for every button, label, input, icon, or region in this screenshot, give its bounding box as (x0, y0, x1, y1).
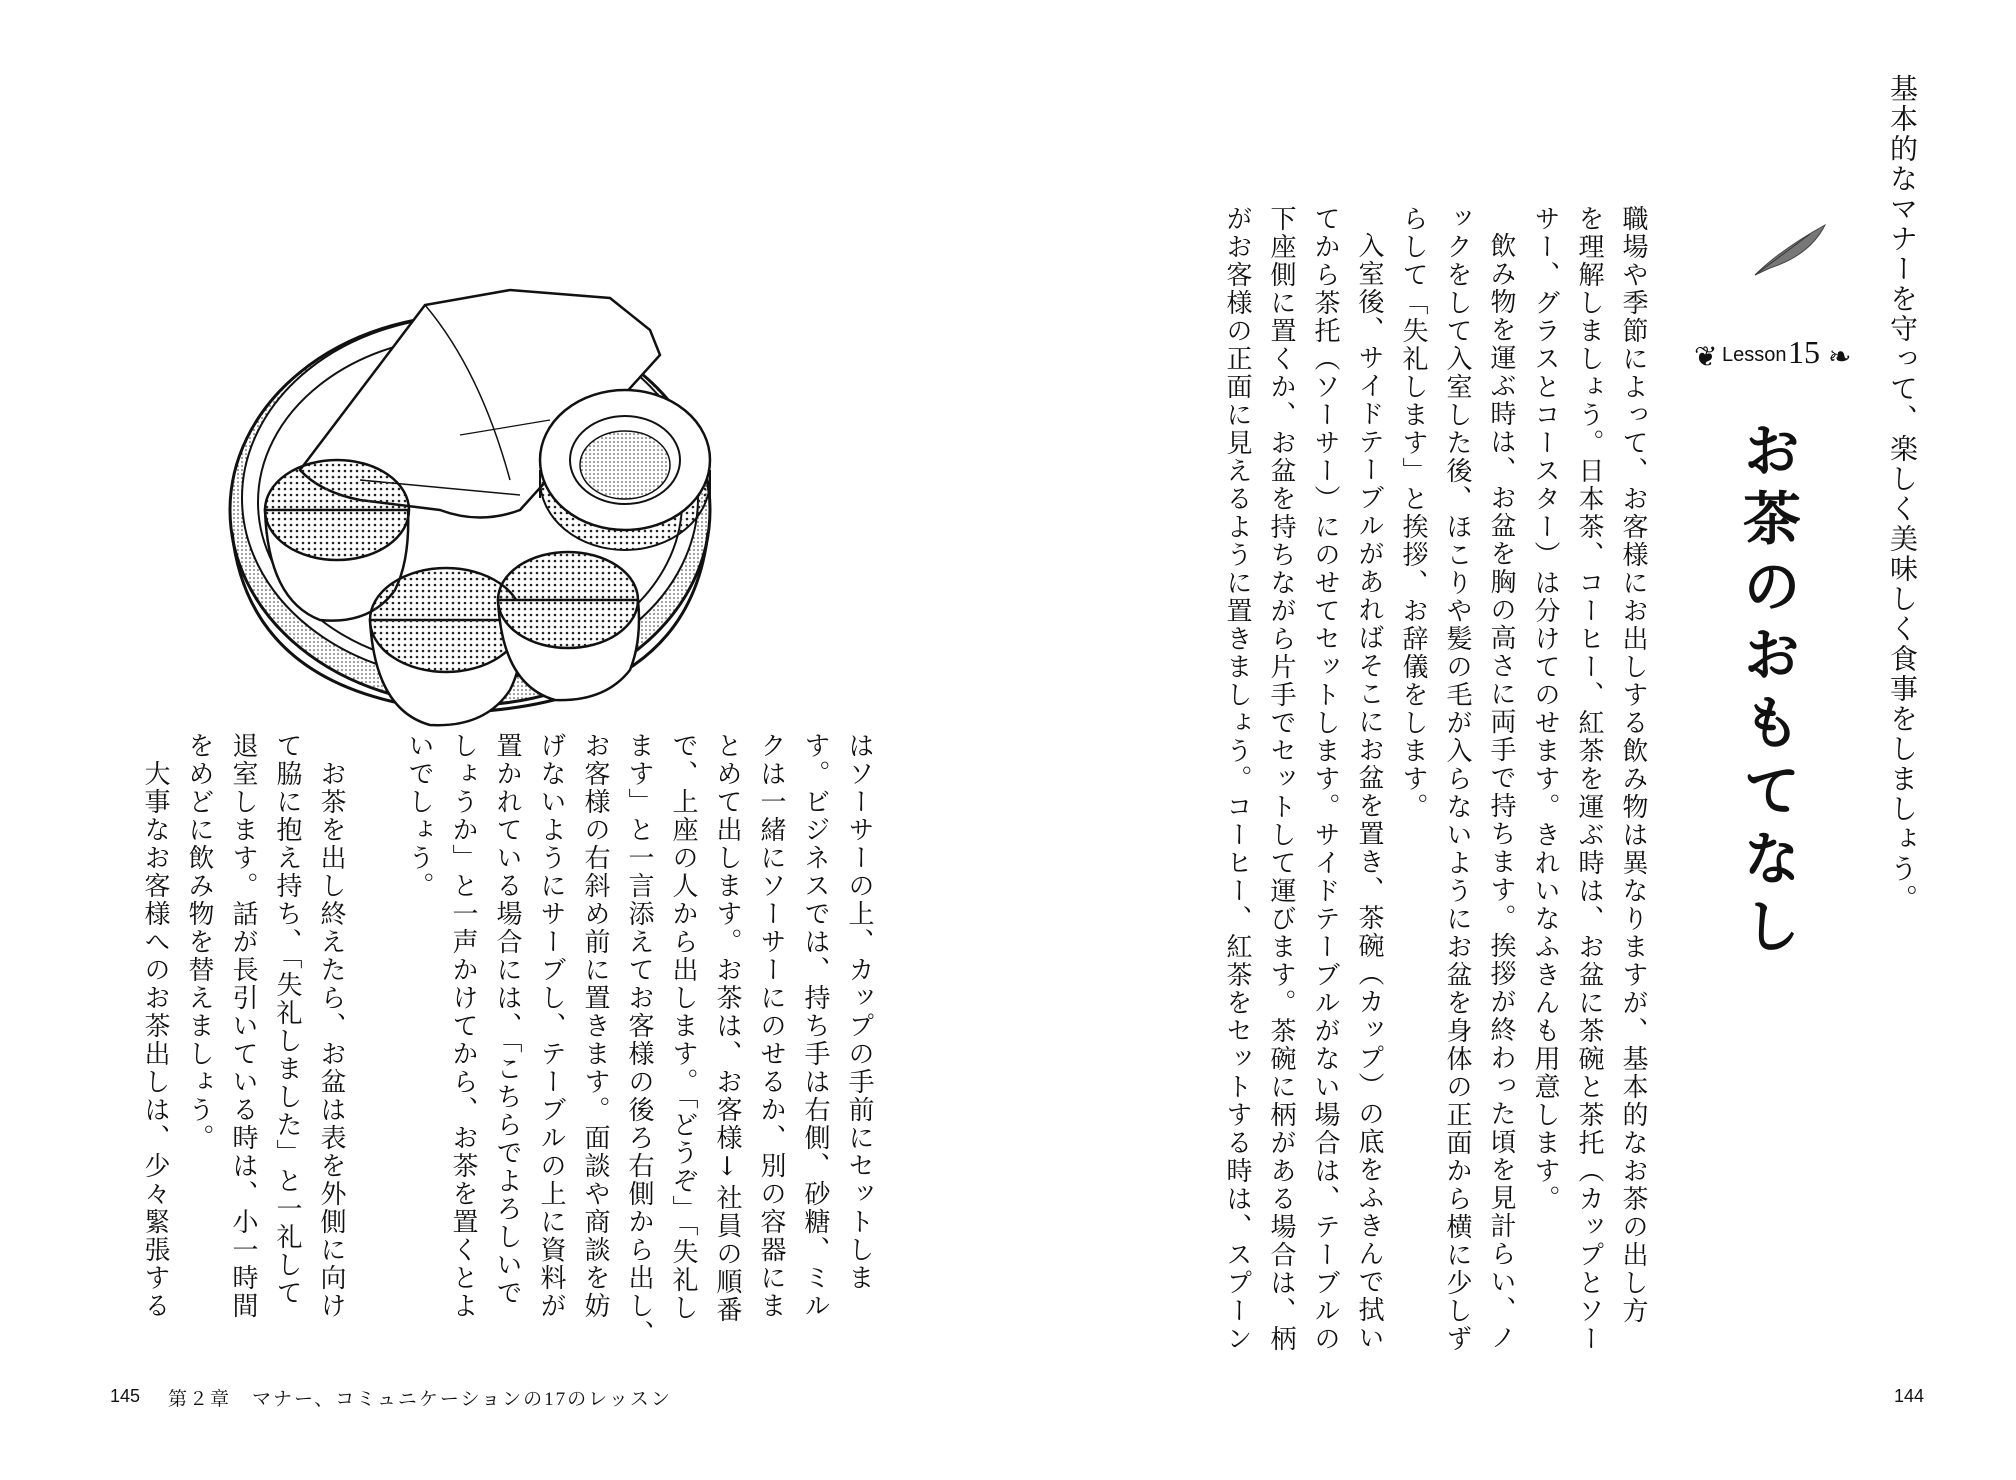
body-column: いでしょう。 (404, 732, 434, 900)
lesson-heading (1694, 330, 1852, 390)
body-column: す。ビジネスでは、持ち手は右側、砂糖、ミル (800, 732, 830, 1320)
body-column: らして「失礼します」と挨拶、お辞儀をします。 (1398, 205, 1428, 821)
body-column: をめどに飲み物を替えましょう。 (184, 732, 214, 1152)
body-column: を理解しましょう。日本茶、コーヒー、紅茶を運ぶ時は、お盆に茶碗と茶托（カップとソー (1574, 205, 1604, 1353)
body-column: お茶を出し終えたら、お盆は表を外側に向け (316, 760, 346, 1320)
body-column: ます」と一言添えてお客様の後ろ右側から出し、 (624, 732, 654, 1348)
body-column: ックをして入室した後、ほこりや髪の毛が入らないようにお盆を身体の正面から横に少しず (1442, 205, 1472, 1353)
flourish-right-icon: ❧ (1828, 340, 1852, 373)
body-column: しょうか」と一声かけてから、お茶を置くとよ (448, 732, 478, 1320)
body-column: 飲み物を運ぶ時は、お盆を胸の高さに両手で持ちます。挨拶が終わった頃を見計らい、ノ (1486, 232, 1516, 1352)
body-column: げないようにサーブし、テーブルの上に資料が (536, 732, 566, 1320)
chapter-running-head: 第２章 マナー、コミュニケーションの17のレッスン (168, 1389, 672, 1410)
body-column: 置かれている場合には、「こちらでよろしいで (492, 732, 522, 1307)
body-column: 入室後、サイドテーブルがあればそこにお盆を置き、茶碗（カップ）の底をふきんで拭い (1354, 232, 1384, 1352)
page-number-left: 145 (110, 1386, 141, 1406)
stacked-saucers (540, 390, 710, 550)
flourish-left-icon: ❦ (1694, 340, 1718, 373)
body-column: 職場や季節によって、お客様にお出しする飲み物は異なりますが、基本的なお茶の出し方 (1618, 205, 1648, 1325)
body-column: 大事なお客様へのお茶出しは、少々緊張する (140, 760, 170, 1320)
body-column: はソーサーの上、カップの手前にセットしま (844, 732, 874, 1292)
lesson-label: Lesson (1722, 344, 1787, 366)
feather-icon (1750, 220, 1830, 280)
body-column: クは一緒にソーサーにのせるか、別の容器にま (756, 732, 786, 1320)
page-number-right: 144 (1894, 1386, 1925, 1406)
tea-tray-illustration (180, 180, 800, 740)
lead-text: 基本的なマナーを守って、楽しく美味しく食事をしましょう。 (1886, 74, 1919, 914)
body-column: 下座側に置くか、お盆を持ちながら片手でセットして運びます。茶碗に柄がある場合は、柄 (1266, 205, 1296, 1353)
body-column: 退室します。話が長引いている時は、小一時間 (228, 732, 258, 1320)
lesson-number: 15 (1788, 334, 1820, 370)
page-title: お茶のおもてなし (1733, 420, 1801, 964)
body-column: お客様の右斜め前に置きます。面談や商談を妨 (580, 732, 610, 1320)
body-column: がお客様の正面に見えるように置きましょう。コーヒー、紅茶をセットする時は、スプーン (1222, 205, 1252, 1353)
body-column: て脇に抱え持ち、「失礼しました」と一礼して (272, 732, 302, 1307)
body-column: てから茶托（ソーサー）にのせてセットします。サイドテーブルがない場合は、テーブルの (1310, 205, 1340, 1353)
body-column: とめて出します。お茶は、お客様↓社員の順番 (712, 732, 742, 1324)
body-column: で、上座の人から出します。「どうぞ」「失礼し (668, 732, 698, 1322)
body-column: サー、グラスとコースター）は分けてのせます。きれいなふきんも用意します。 (1530, 205, 1560, 1213)
